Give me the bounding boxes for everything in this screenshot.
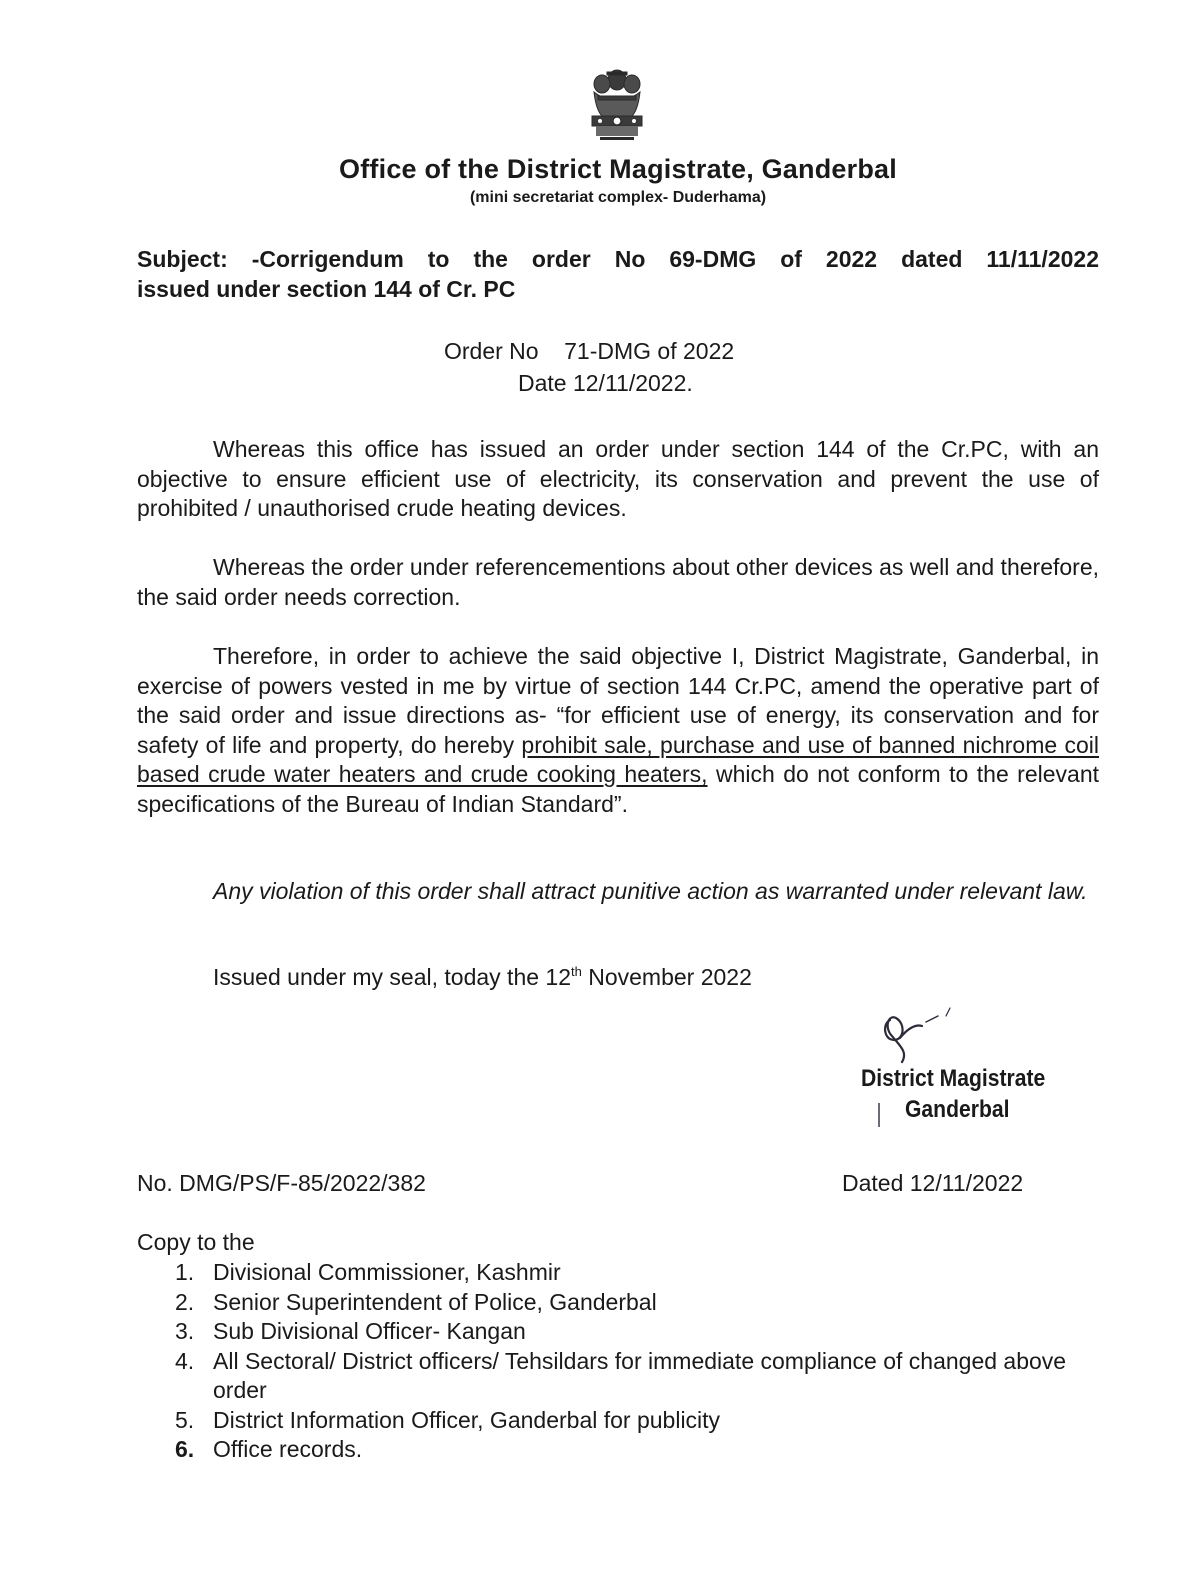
issued-text: Issued under my seal, today the 12 [213,964,571,990]
list-item-number: 4. [175,1347,195,1374]
paragraph-3-underlined: prohibit sale, purchase and use of banned nichrome coil based crude water heaters and crude cooking heaters, [137,731,1099,787]
list-item-text: District Information Officer, Ganderbal for publicity [213,1406,721,1433]
paragraph-3 [137,642,1099,819]
copy-to-heading: Copy to the [137,1229,255,1255]
order-number: Order No 71-DMG of 2022 [444,338,735,364]
list-item [137,1406,1099,1436]
list-item [137,1288,1099,1318]
paragraph-1: Whereas this office has issued an order under section 144 of the Cr.PC, with an objective to ensure efficient use of electricity, its conservation and prevent the use of prohibited / unauthorised crude heating devices. [137,436,1099,521]
list-item-number: 2. [175,1288,195,1315]
subject-line [137,244,1099,304]
list-item-number: 6. [175,1436,195,1462]
office-title: Office of the District Magistrate, Ganderbal [339,154,897,184]
list-item [137,1258,1099,1288]
order-date: Date 12/11/2022. [518,370,693,396]
paragraph-3-text: Therefore, in order to achieve the said objective I, District Magistrate, Ganderbal, in exercise of powers vested in me by virtue of section 144 Cr.PC, amend the operative part of the said order and issue directions as- “for efficient use of energy, its conservation and for safety of life and property, do hereby [137,643,1099,758]
reference-date: Dated 12/11/2022 [842,1170,1024,1196]
list-item-number: 3. [175,1318,195,1344]
paragraph-2: Whereas the order under referencementions about other devices as well and therefore, the said order needs correction. [137,554,1100,610]
issued-line [213,964,752,991]
signatory-designation [861,1063,1045,1125]
designation-title: District Magistrate [861,1065,1046,1092]
subject-line-2: issued under section 144 of Cr. PC [137,276,516,302]
ashoka-emblem-icon [580,66,654,148]
issued-superscript: th [571,964,582,979]
paragraph-4: Any violation of this order shall attract punitive action as warranted under relevant law. [213,878,1088,904]
paragraph-3-text-end: which do not conform to the relevant specifications of the Bureau of Indian Standard”. [137,761,1099,817]
office-subtitle: (mini secretariat complex- Duderhama) [469,189,767,206]
list-item-number: 5. [175,1406,195,1433]
list-item-text: All Sectoral/ District officers/ Tehsildars for immediate compliance of changed above order [213,1347,1067,1403]
issued-text-end: November 2022 [581,964,752,990]
subject-line-1: Subject: -Corrigendum to the order No 69-DMG of 2022 dated 11/11/2022 [137,246,1099,272]
list-item [137,1435,1099,1465]
list-item-text: Senior Superintendent of Police, Ganderbal [213,1288,657,1315]
list-item-number: 1. [175,1259,195,1285]
list-item-text: Sub Divisional Officer- Kangan [213,1318,526,1344]
reference-number: No. DMG/PS/F-85/2022/382 [137,1170,426,1196]
designation-place: Ganderbal [905,1096,1010,1123]
copy-to-list [137,1258,1099,1465]
list-item [137,1347,1099,1406]
list-item-text: Office records. [213,1436,363,1462]
list-item-text: Divisional Commissioner, Kashmir [213,1259,561,1285]
list-item [137,1317,1099,1347]
